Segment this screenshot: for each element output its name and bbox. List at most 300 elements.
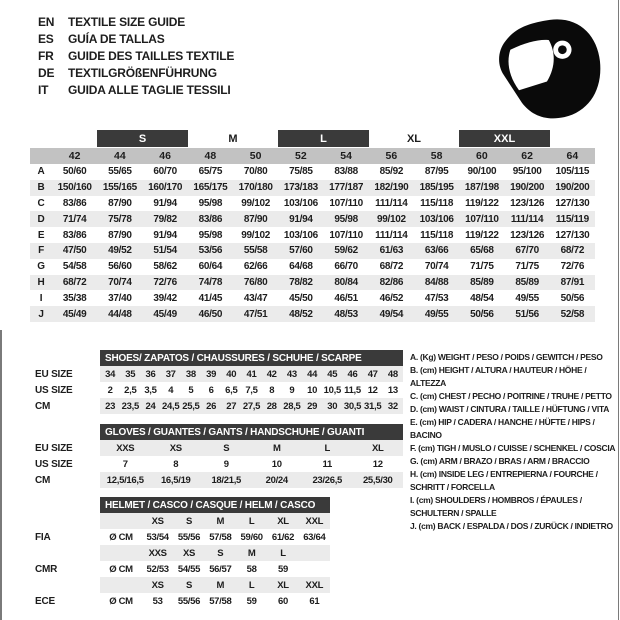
legend-line: E. (cm) HIP / CADERA / HANCHE / HÜFTE / HIPS / BACINO <box>410 417 595 440</box>
measure-cell: 83/86 <box>198 213 223 225</box>
measure-cell: 115/118 <box>420 229 454 241</box>
value-cell: 58 <box>246 563 257 575</box>
size-column-header: 54 <box>340 150 352 162</box>
shoes-row-cm <box>35 398 403 414</box>
textile-row-d <box>30 211 595 227</box>
row-letter: E <box>37 229 45 241</box>
value-cell: XL <box>371 442 384 454</box>
measure-cell: 78/82 <box>289 276 313 288</box>
shoes-row-eu-size <box>35 366 403 382</box>
measure-cell: 71/74 <box>62 213 87 225</box>
measure-cell: 95/98 <box>334 213 358 225</box>
measure-cell: 49/55 <box>424 308 449 320</box>
value-cell: 25,5/30 <box>362 474 393 486</box>
measure-cell: 47/50 <box>62 245 87 257</box>
textile-row-b <box>30 180 595 196</box>
measure-cell: 87/95 <box>424 166 449 178</box>
size-group-label: XL <box>406 132 422 145</box>
measure-cell: 45/49 <box>62 308 87 320</box>
value-cell: 29 <box>307 400 318 412</box>
language-row <box>38 13 234 30</box>
right-edge-line <box>618 0 620 620</box>
measure-cell: 70/74 <box>424 261 449 273</box>
measurement-legend <box>410 351 616 533</box>
measure-cell: 170/180 <box>238 182 273 194</box>
value-cell: 63/64 <box>303 531 326 543</box>
value-cell: 35 <box>125 368 136 380</box>
value-cell: 43 <box>286 368 297 380</box>
value-cell: L <box>248 579 255 591</box>
measure-cell: 79/82 <box>153 213 177 225</box>
measure-cell: 47/53 <box>424 292 449 304</box>
gloves-row-cm <box>35 472 403 488</box>
measure-cell: 91/94 <box>153 197 177 209</box>
measure-cell: 111/114 <box>375 197 408 209</box>
measure-cell: 90/100 <box>467 166 497 178</box>
shoes-size-table <box>35 350 403 414</box>
value-cell: 45 <box>327 368 338 380</box>
measure-cell: 107/110 <box>329 229 363 241</box>
measure-cell: 68/72 <box>560 245 585 257</box>
legend-line: B. (cm) HEIGHT / ALTURA / HAUTEUR / HÖHE / ALTEZZA <box>410 365 587 388</box>
size-column-header: 64 <box>566 150 579 162</box>
measure-cell: 51/54 <box>153 245 177 257</box>
legend-line: H. (cm) INSIDE LEG / ENTREPIERNA / FOURCHE / SCHRITT / FORCELLA <box>410 469 598 492</box>
size-column-header: 52 <box>295 150 307 162</box>
measure-cell: 85/89 <box>515 276 539 288</box>
value-cell: 34 <box>105 368 116 380</box>
measure-cell: 91/94 <box>289 213 313 225</box>
measure-cell: 107/110 <box>465 213 499 225</box>
gloves-size-table <box>35 424 403 488</box>
value-cell: 56/57 <box>209 563 232 575</box>
measure-cell: 71/75 <box>515 261 539 273</box>
value-cell: 28,5 <box>283 400 301 412</box>
measure-cell: 190/200 <box>510 182 545 194</box>
textile-row-i <box>30 290 595 306</box>
size-group-label: S <box>97 130 188 147</box>
textile-table-body <box>30 164 595 322</box>
row-values <box>100 577 330 593</box>
value-cell: 2,5 <box>124 384 137 396</box>
measure-cell: 155/165 <box>102 182 137 194</box>
measure-cell: 60/70 <box>153 166 177 178</box>
value-cell: XS <box>151 515 164 527</box>
value-cell: S <box>185 515 193 527</box>
measure-cell: 150/160 <box>57 182 92 194</box>
value-cell: 59 <box>278 563 288 575</box>
helmet-row <box>35 577 330 593</box>
value-cell: XL <box>277 515 289 527</box>
textile-row-j <box>30 306 595 322</box>
measure-cell: 39/42 <box>153 292 177 304</box>
value-cell: 23 <box>105 400 116 412</box>
value-cell: 40 <box>226 368 237 380</box>
value-cell: 16,5/19 <box>160 474 191 486</box>
measure-cell: 72/76 <box>153 276 177 288</box>
measure-cell: 64/68 <box>289 261 313 273</box>
measure-cell: 50/56 <box>470 308 494 320</box>
value-cell: 7,5 <box>245 384 258 396</box>
textile-row-h <box>30 275 595 291</box>
row-label: CM <box>35 474 51 486</box>
legend-line: C. (cm) CHEST / PECHO / POITRINE / TRUHE / PETTO <box>410 391 612 401</box>
textile-row-a <box>30 164 595 180</box>
size-column-header: 56 <box>385 150 398 162</box>
value-cell: 57/58 <box>209 531 232 543</box>
size-number-header-row <box>30 148 595 164</box>
value-cell: 24,5 <box>162 400 180 412</box>
value-cell: 2 <box>107 384 113 396</box>
measure-cell: 46/52 <box>379 292 404 304</box>
measure-cell: 84/88 <box>424 276 449 288</box>
size-column-header: 48 <box>204 150 217 162</box>
helmet-row-cmr <box>35 561 330 577</box>
unit-cell: Ø CM <box>109 595 133 607</box>
measure-cell: 48/54 <box>470 292 494 304</box>
row-letter: D <box>37 213 45 225</box>
value-cell: 30 <box>327 400 338 412</box>
value-cell: 8 <box>269 384 275 396</box>
measure-cell: 76/80 <box>243 276 268 288</box>
size-group-header-row <box>30 130 595 147</box>
unit-cell: Ø CM <box>109 531 133 543</box>
value-cell: 61/62 <box>271 531 295 543</box>
value-cell: S <box>223 442 230 454</box>
row-values <box>100 398 403 414</box>
textile-row-c <box>30 196 595 212</box>
textile-row-g <box>30 259 595 275</box>
measure-cell: 99/102 <box>241 229 271 241</box>
corner-cell <box>30 148 52 164</box>
size-column-header: 62 <box>521 150 533 162</box>
value-cell: 9 <box>289 384 295 396</box>
measure-cell: 127/130 <box>555 197 590 209</box>
measure-cell: 95/98 <box>198 197 223 209</box>
row-label: US SIZE <box>35 458 73 470</box>
gloves-row-us-size <box>35 456 403 472</box>
value-cell: 10 <box>271 458 282 470</box>
row-letter: A <box>37 166 45 178</box>
measure-cell: 83/86 <box>62 197 87 209</box>
measure-cell: 46/51 <box>334 292 358 304</box>
measure-cell: 71/75 <box>470 261 494 273</box>
language-row <box>38 81 234 98</box>
value-cell: 27 <box>226 400 237 412</box>
value-cell: 31,5 <box>364 400 382 412</box>
row-letter: C <box>37 197 45 209</box>
measure-cell: 75/78 <box>108 213 132 225</box>
value-cell: M <box>216 515 225 527</box>
value-cell: 37 <box>165 368 176 380</box>
measure-cell: 54/58 <box>62 261 87 273</box>
value-cell: 5 <box>188 384 194 396</box>
measure-cell: 55/65 <box>108 166 132 178</box>
value-cell: XXS <box>148 547 167 559</box>
measure-cell: 37/40 <box>108 292 132 304</box>
row-label: FIA <box>35 531 51 543</box>
value-cell: 28 <box>266 400 277 412</box>
helmet-row-ece <box>35 593 330 609</box>
measure-cell: 74/78 <box>198 276 223 288</box>
measure-cell: 123/126 <box>510 229 545 241</box>
value-cell: 9 <box>223 458 229 470</box>
measure-cell: 127/130 <box>555 229 590 241</box>
measure-cell: 45/49 <box>153 308 177 320</box>
measure-cell: 48/52 <box>289 308 313 320</box>
measure-cell: 70/74 <box>108 276 132 288</box>
measure-cell: 75/85 <box>289 166 313 178</box>
measure-cell: 47/51 <box>243 308 268 320</box>
measure-cell: 41/45 <box>198 292 223 304</box>
helmet-table-rows <box>35 513 330 609</box>
measure-cell: 56/60 <box>108 261 132 273</box>
measure-cell: 66/70 <box>334 261 358 273</box>
value-cell: 38 <box>185 368 196 380</box>
row-values <box>100 472 403 488</box>
size-column-header: 42 <box>68 150 81 162</box>
value-cell: S <box>217 547 224 559</box>
value-cell: 30,5 <box>343 400 362 412</box>
value-cell: 53 <box>152 595 163 607</box>
measure-cell: 83/86 <box>62 229 87 241</box>
measure-cell: 44/48 <box>108 308 132 320</box>
value-cell: 36 <box>145 368 156 380</box>
measure-cell: 182/190 <box>374 182 409 194</box>
measure-cell: 55/58 <box>243 245 268 257</box>
measure-cell: 91/94 <box>153 229 177 241</box>
language-row <box>38 64 234 81</box>
gloves-table-rows <box>35 440 403 488</box>
value-cell: L <box>280 547 286 559</box>
measure-cell: 60/64 <box>198 261 223 273</box>
value-cell: 11,5 <box>344 384 361 396</box>
measure-cell: 43/47 <box>243 292 268 304</box>
value-cell: 12,5/16,5 <box>106 474 144 486</box>
value-cell: 46 <box>347 368 358 380</box>
size-group-label: M <box>228 132 238 145</box>
language-row <box>38 30 234 47</box>
measure-cell: 103/106 <box>283 197 318 209</box>
measure-cell: 35/38 <box>62 292 87 304</box>
shoes-row-us-size <box>35 382 403 398</box>
value-cell: 61 <box>309 595 320 607</box>
row-label: EU SIZE <box>35 368 73 380</box>
row-values <box>100 382 403 398</box>
measure-cell: 80/84 <box>334 276 358 288</box>
value-cell: L <box>324 442 330 454</box>
shoes-table-title: SHOES/ ZAPATOS / CHAUSSURES / SCHUHE / SCARPE <box>100 350 403 366</box>
measure-cell: 115/119 <box>555 213 589 225</box>
row-values <box>100 593 330 609</box>
measure-cell: 160/170 <box>148 182 183 194</box>
language-title: GUÍA DE TALLAS <box>68 31 165 46</box>
left-edge-line <box>0 330 2 620</box>
value-cell: 13 <box>387 384 398 396</box>
measure-cell: 103/106 <box>283 229 318 241</box>
row-letter: B <box>37 182 45 194</box>
measure-cell: 53/56 <box>198 245 223 257</box>
value-cell: M <box>216 579 225 591</box>
measure-cell: 103/106 <box>419 213 454 225</box>
value-cell: 23/26,5 <box>312 474 343 486</box>
helmet-row <box>35 545 330 561</box>
measure-cell: 61/63 <box>379 245 404 257</box>
measure-cell: 95/100 <box>512 166 542 178</box>
value-cell: 10,5 <box>323 384 341 396</box>
measure-cell: 99/102 <box>376 213 406 225</box>
measure-cell: 185/195 <box>419 182 454 194</box>
legend-line: J. (cm) BACK / ESPALDA / DOS / ZURÜCK / INDIETRO <box>410 521 613 531</box>
legend-line: D. (cm) WAIST / CINTURA / TAILLE / HÜFTUNG / VITA <box>410 404 610 414</box>
measure-cell: 50/60 <box>62 166 87 178</box>
row-values <box>100 561 330 577</box>
value-cell: XS <box>169 442 182 454</box>
textile-row-e <box>30 227 595 243</box>
language-code: FR <box>38 48 54 63</box>
value-cell: XXL <box>305 579 324 591</box>
value-cell: 53/54 <box>146 531 169 543</box>
measure-cell: 187/198 <box>464 182 499 194</box>
measure-cell: 63/66 <box>424 245 449 257</box>
size-column-header: 58 <box>430 150 443 162</box>
value-cell: XXS <box>116 442 135 454</box>
value-cell: 12 <box>372 458 383 470</box>
value-cell: 18/21,5 <box>211 474 242 486</box>
value-cell: 42 <box>266 368 277 380</box>
value-cell: 60 <box>278 595 288 607</box>
measure-cell: 67/70 <box>515 245 539 257</box>
measure-cell: 87/90 <box>108 229 132 241</box>
value-cell: 10 <box>307 384 318 396</box>
measure-cell: 119/122 <box>465 229 499 241</box>
language-title: TEXTILE SIZE GUIDE <box>68 14 186 29</box>
measure-cell: 165/175 <box>193 182 228 194</box>
value-cell: M <box>247 547 256 559</box>
value-cell: 7 <box>122 458 128 470</box>
measure-cell: 50/56 <box>560 292 585 304</box>
size-group-label: L <box>278 130 369 147</box>
measure-cell: 57/60 <box>289 245 313 257</box>
measure-cell: 68/72 <box>62 276 87 288</box>
value-cell: XS <box>182 547 196 559</box>
measure-cell: 99/102 <box>241 197 271 209</box>
row-label: CMR <box>35 563 58 575</box>
measure-cell: 49/52 <box>108 245 132 257</box>
measure-cell: 95/98 <box>198 229 223 241</box>
value-cell: 20/24 <box>265 474 288 486</box>
size-column-header: 50 <box>249 150 262 162</box>
measure-cell: 111/114 <box>375 229 408 241</box>
value-cell: 6 <box>208 384 214 396</box>
value-cell: 44 <box>307 368 318 380</box>
language-code: EN <box>38 14 55 29</box>
value-cell: S <box>185 579 193 591</box>
measure-cell: 83/88 <box>334 166 358 178</box>
measure-cell: 190/200 <box>555 182 590 194</box>
value-cell: 59/60 <box>240 531 263 543</box>
value-cell: 41 <box>246 368 257 380</box>
measure-cell: 107/110 <box>329 197 363 209</box>
measure-cell: 59/62 <box>334 245 358 257</box>
size-column-header: 60 <box>476 150 488 162</box>
size-group-label: XXL <box>459 130 550 147</box>
value-cell: 52/53 <box>146 563 169 575</box>
value-cell: 24 <box>145 400 156 412</box>
value-cell: 3,5 <box>144 384 157 396</box>
measure-cell: 46/50 <box>198 308 223 320</box>
measure-cell: 115/118 <box>420 197 454 209</box>
unit-cell: Ø CM <box>109 563 133 575</box>
measure-cell: 58/62 <box>153 261 177 273</box>
row-label: ECE <box>35 595 55 607</box>
measure-cell: 111/114 <box>510 213 544 225</box>
value-cell: 8 <box>173 458 179 470</box>
row-letter: H <box>37 276 45 288</box>
value-cell: XS <box>151 579 164 591</box>
row-values <box>100 456 403 472</box>
value-cell: XXL <box>305 515 324 527</box>
legend-line: I. (cm) SHOULDERS / HOMBROS / ÉPAULES / SCHULTERN / SPALLE <box>410 495 582 518</box>
row-label: EU SIZE <box>35 442 73 454</box>
language-code: IT <box>38 82 49 97</box>
row-letter: G <box>37 261 45 273</box>
row-values <box>100 440 403 456</box>
measure-cell: 119/122 <box>465 197 499 209</box>
measure-cell: 65/68 <box>470 245 494 257</box>
textile-row-f <box>30 243 595 259</box>
gloves-table-title: GLOVES / GUANTES / GANTS / HANDSCHUHE / GUANTI <box>100 424 403 440</box>
measure-cell: 123/126 <box>510 197 545 209</box>
measure-cell: 62/66 <box>243 261 268 273</box>
value-cell: 55/56 <box>177 531 201 543</box>
row-letter: I <box>39 292 43 304</box>
value-cell: 57/58 <box>209 595 232 607</box>
measure-cell: 87/90 <box>108 197 132 209</box>
gloves-row-eu-size <box>35 440 403 456</box>
helmet-table-title: HELMET / CASCO / CASQUE / HELM / CASCO <box>100 497 330 513</box>
row-letter: J <box>38 308 44 320</box>
size-column-header: 44 <box>114 150 126 162</box>
value-cell: 39 <box>206 368 217 380</box>
row-values <box>100 513 330 529</box>
shoes-table-rows <box>35 366 403 414</box>
measure-cell: 87/91 <box>560 276 585 288</box>
row-label: CM <box>35 400 51 412</box>
language-title: GUIDA ALLE TAGLIE TESSILI <box>68 82 231 97</box>
value-cell: 12 <box>367 384 378 396</box>
helmet-row <box>35 513 330 529</box>
language-code: ES <box>38 31 54 46</box>
legend-line: F. (cm) TIGH / MUSLO / CUISSE / SCHENKEL / COSCIA <box>410 443 616 453</box>
row-values <box>100 366 403 382</box>
value-cell: 11 <box>322 458 332 470</box>
row-values <box>100 545 330 561</box>
legend-line: A. (Kg) WEIGHT / PESO / POIDS / GEWITCH / PESO <box>410 352 603 362</box>
measure-cell: 177/187 <box>329 182 364 194</box>
language-title: TEXTILGRÖßENFÜHRUNG <box>68 65 217 80</box>
language-code: DE <box>38 65 55 80</box>
measure-cell: 70/80 <box>243 166 268 178</box>
value-cell: 59 <box>246 595 257 607</box>
measure-cell: 72/76 <box>560 261 585 273</box>
measure-cell: 65/75 <box>198 166 223 178</box>
measure-cell: 173/183 <box>283 182 318 194</box>
helmet-size-table <box>35 497 330 609</box>
value-cell: 32 <box>387 400 398 412</box>
row-letter: F <box>38 245 44 257</box>
measure-cell: 49/55 <box>515 292 539 304</box>
